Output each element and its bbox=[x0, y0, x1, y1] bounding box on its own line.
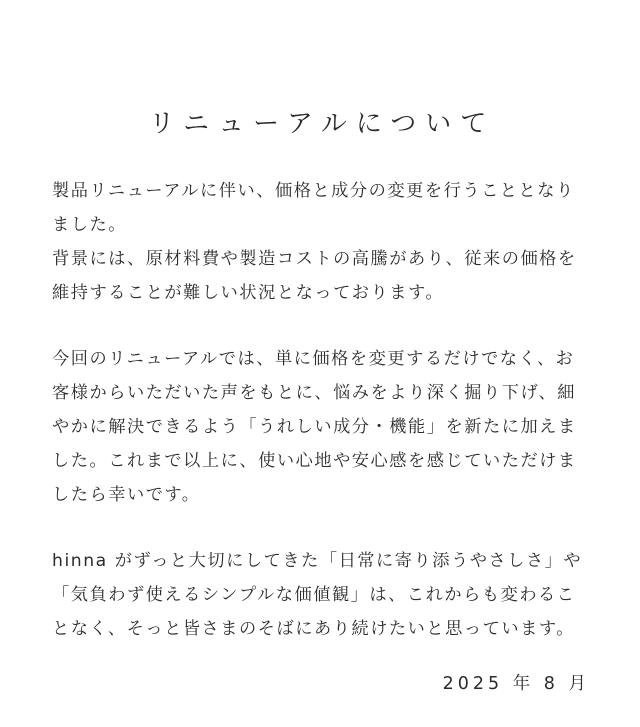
paragraph-line: 客様からいただいた声をもとに、悩みをより深く掘り下げ、細 bbox=[52, 383, 576, 403]
paragraph-line: 維持することが難しい状況となっております。 bbox=[52, 283, 445, 303]
notice-title: リニューアルについて bbox=[148, 109, 496, 139]
paragraph-line: したら幸いです。 bbox=[52, 485, 201, 505]
paragraph-line: やかに解決できるよう「うれしい成分・機能」を新たに加えま bbox=[52, 417, 577, 437]
paragraph-line: hinna がずっと大切にしてきた「日常に寄り添うやさしさ」や bbox=[52, 551, 583, 571]
paragraph-line: となく、そっと皆さまのそばにあり続けたいと思っています。 bbox=[52, 619, 575, 639]
paragraph-line: 今回のリニューアルでは、単に価格を変更するだけでなく、お bbox=[52, 349, 575, 369]
notice-paragraph-price-change bbox=[52, 174, 592, 310]
paragraph-line: ました。 bbox=[52, 215, 127, 235]
paragraph-line: 製品リニューアルに伴い、価格と成分の変更を行うこととなり bbox=[52, 181, 575, 201]
paragraph-line: した。これまで以上に、使い心地や安心感を感じていただけま bbox=[52, 451, 577, 471]
paragraph-line: 「気負わず使えるシンプルな価値観」は、これからも変わるこ bbox=[52, 585, 576, 605]
notice-date: 2025 年 8 月 bbox=[442, 674, 590, 694]
notice-paragraph-improvements bbox=[52, 342, 592, 512]
paragraph-line: 背景には、原材料費や製造コストの高騰があり、従来の価格を bbox=[52, 249, 577, 269]
notice-paragraph-brand-values bbox=[52, 544, 592, 646]
